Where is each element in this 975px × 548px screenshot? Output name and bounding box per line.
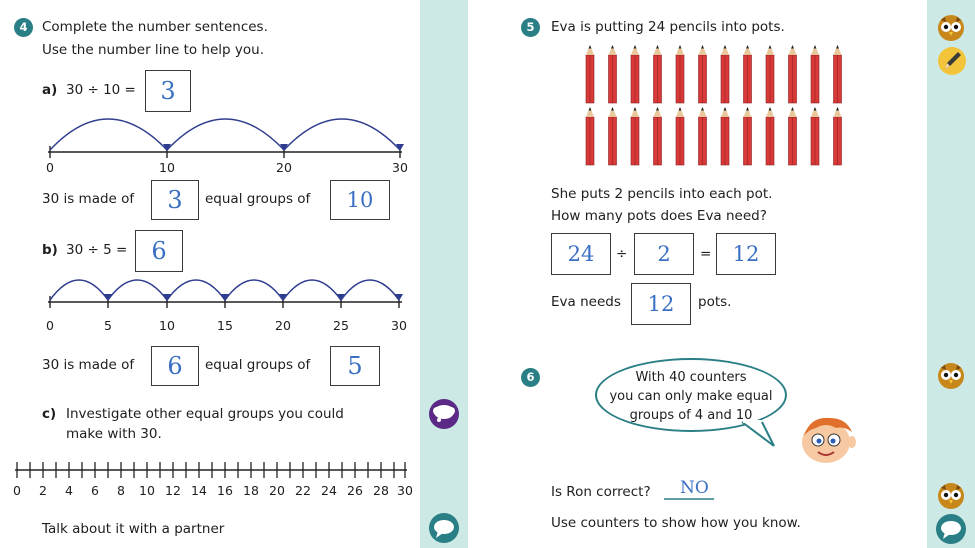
number-line-c xyxy=(15,462,407,478)
tick-label: 10 xyxy=(159,318,175,333)
part-b-groups-box[interactable]: 6 xyxy=(151,346,199,386)
tick-label: 16 xyxy=(217,483,233,498)
ron-face-icon xyxy=(796,412,858,466)
tick-label: 12 xyxy=(165,483,181,498)
number-line-a xyxy=(48,119,404,158)
pencil xyxy=(609,107,617,165)
bubble-text xyxy=(605,368,777,425)
q5-line-3: How many pots does Eva need? xyxy=(551,208,767,224)
question-5-badge: 5 xyxy=(521,18,540,37)
owl-icon xyxy=(937,362,965,390)
bubble-line-3: groups of 4 and 10 xyxy=(629,408,753,423)
tick-label: 4 xyxy=(65,483,73,498)
pots-answer-box[interactable]: 12 xyxy=(631,283,691,325)
tick-label: 20 xyxy=(269,483,285,498)
pencil xyxy=(631,45,639,103)
eva-needs-start: Eva needs xyxy=(551,294,621,310)
tick-label: 18 xyxy=(243,483,259,498)
question-4-badge: 4 xyxy=(14,18,33,37)
part-b-sentence-mid: equal groups of xyxy=(205,357,311,373)
tick-label: 0 xyxy=(46,160,54,175)
tick-label: 20 xyxy=(276,160,292,175)
quotient-box[interactable]: 12 xyxy=(716,233,776,275)
part-b-size-box[interactable]: 5 xyxy=(330,346,380,386)
pencil xyxy=(834,45,842,103)
pencil xyxy=(586,45,594,103)
pencil xyxy=(766,45,774,103)
tick-label: 8 xyxy=(117,483,125,498)
speech-bubble-icon xyxy=(428,512,460,544)
dividend-box[interactable]: 24 xyxy=(551,233,611,275)
q4-instruction-1: Complete the number sentences. xyxy=(42,19,268,35)
q6-instruction: Use counters to show how you know. xyxy=(551,515,801,531)
part-a-expression: 30 ÷ 10 = xyxy=(66,82,136,98)
pencil xyxy=(744,45,752,103)
tick-label: 30 xyxy=(397,483,413,498)
part-a-groups-box[interactable]: 3 xyxy=(151,180,199,220)
left-margin-strip xyxy=(420,0,468,548)
part-c-label: c) xyxy=(42,406,57,422)
tick-label: 22 xyxy=(295,483,311,498)
pencil xyxy=(834,107,842,165)
part-a-answer-box[interactable]: 3 xyxy=(145,70,191,112)
pencil xyxy=(609,45,617,103)
ron-question: Is Ron correct? xyxy=(551,484,651,500)
tick-label: 30 xyxy=(391,318,407,333)
bubble-line-1: With 40 counters xyxy=(635,370,747,385)
tick-label: 6 xyxy=(91,483,99,498)
q4-instruction-2: Use the number line to help you. xyxy=(42,42,265,58)
pencil xyxy=(789,45,797,103)
part-c-line-2: make with 30. xyxy=(66,426,162,442)
pencil xyxy=(811,45,819,103)
part-a-label: a) xyxy=(42,82,58,98)
pencil xyxy=(676,45,684,103)
part-c-line-1: Investigate other equal groups you could xyxy=(66,406,344,422)
answer-underline xyxy=(664,497,714,501)
pencil xyxy=(586,107,594,165)
right-margin-strip xyxy=(927,0,975,548)
tick-label: 10 xyxy=(139,483,155,498)
tick-label: 24 xyxy=(321,483,337,498)
pencil xyxy=(721,107,729,165)
pencil xyxy=(676,107,684,165)
tick-label: 10 xyxy=(159,160,175,175)
talk-partner-text: Talk about it with a partner xyxy=(42,521,225,537)
bubble-line-2: you can only make equal xyxy=(609,389,773,404)
tick-label: 5 xyxy=(104,318,112,333)
pencil xyxy=(744,107,752,165)
q5-line-2: She puts 2 pencils into each pot. xyxy=(551,186,773,202)
tick-label: 26 xyxy=(347,483,363,498)
part-b-label: b) xyxy=(42,242,58,258)
tick-label: 15 xyxy=(217,318,233,333)
number-lines xyxy=(0,0,420,548)
pencil xyxy=(699,107,707,165)
pencil-icon xyxy=(937,46,967,76)
question-6-badge: 6 xyxy=(521,368,540,387)
part-a-size-box[interactable]: 10 xyxy=(330,180,390,220)
part-a-sentence-start: 30 is made of xyxy=(42,191,135,207)
tick-label: 0 xyxy=(46,318,54,333)
pencil xyxy=(766,107,774,165)
q5-intro: Eva is putting 24 pencils into pots. xyxy=(551,19,785,35)
ron-answer: NO xyxy=(680,478,709,498)
tick-label: 14 xyxy=(191,483,207,498)
owl-icon xyxy=(937,14,965,42)
eva-needs-end: pots. xyxy=(698,294,732,310)
tick-label: 0 xyxy=(13,483,21,498)
pencils-illustration xyxy=(580,45,860,170)
divisor-box[interactable]: 2 xyxy=(634,233,694,275)
pencil xyxy=(631,107,639,165)
number-line-b xyxy=(48,280,403,308)
pencil xyxy=(654,107,662,165)
tick-label: 2 xyxy=(39,483,47,498)
divide-sign: ÷ xyxy=(616,246,628,262)
equals-sign: = xyxy=(700,246,712,262)
owl-icon xyxy=(937,482,965,510)
tick-label: 25 xyxy=(333,318,349,333)
pencil xyxy=(789,107,797,165)
speech-bubble-icon xyxy=(935,513,967,545)
part-a-sentence-mid: equal groups of xyxy=(205,191,311,207)
pencil xyxy=(811,107,819,165)
pencil xyxy=(654,45,662,103)
part-b-expression: 30 ÷ 5 = xyxy=(66,242,128,258)
tick-label: 30 xyxy=(392,160,408,175)
thought-cloud-icon xyxy=(428,398,460,430)
pencil xyxy=(721,45,729,103)
part-b-sentence-start: 30 is made of xyxy=(42,357,135,373)
pencil xyxy=(699,45,707,103)
tick-label: 28 xyxy=(373,483,389,498)
part-b-answer-box[interactable]: 6 xyxy=(135,230,183,272)
tick-label: 20 xyxy=(275,318,291,333)
